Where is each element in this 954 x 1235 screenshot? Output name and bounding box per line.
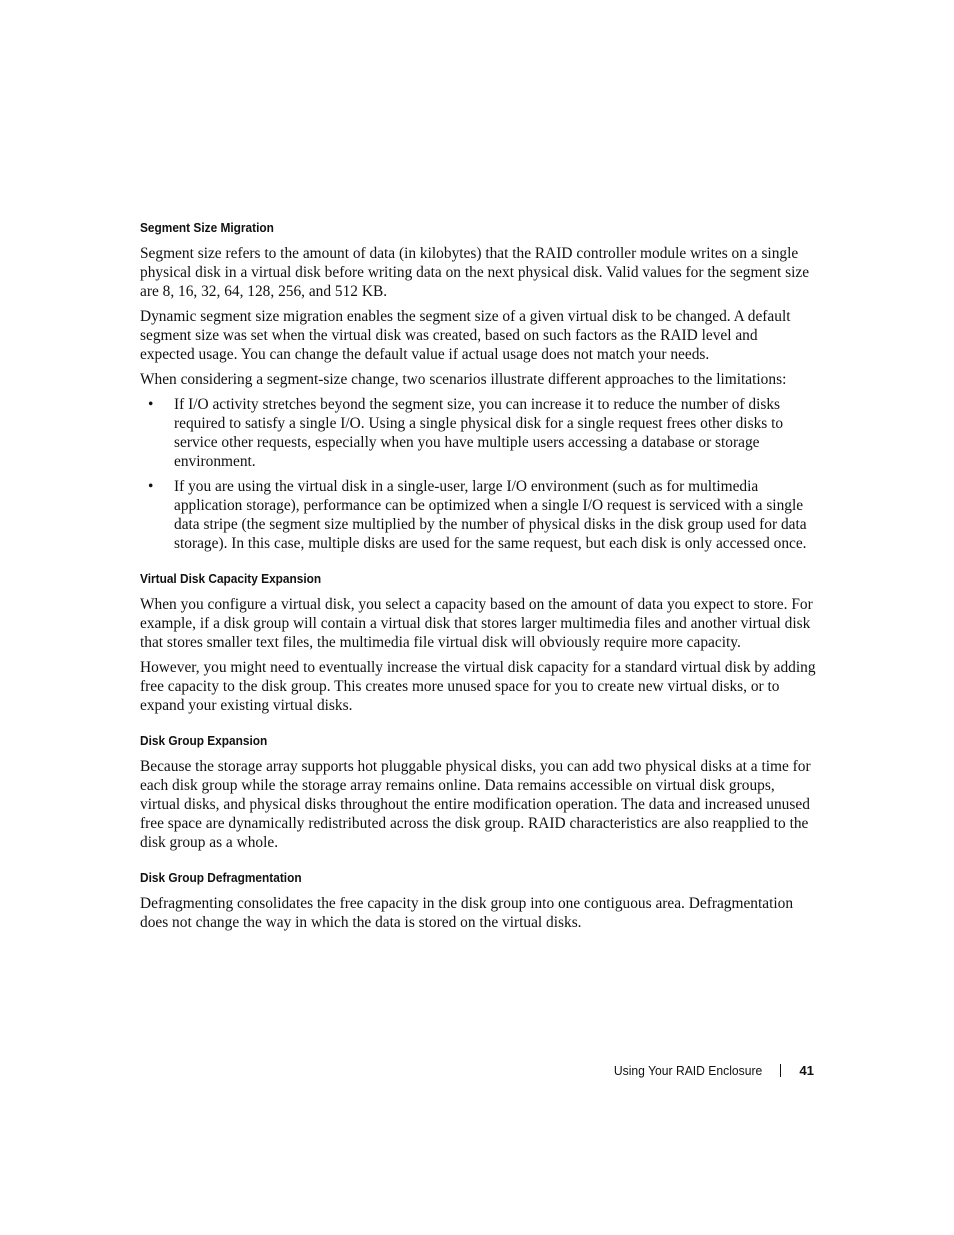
footer-title: Using Your RAID Enclosure (613, 1063, 763, 1078)
section-heading: Segment Size Migration (140, 220, 274, 235)
list-item (140, 477, 816, 553)
paragraph: Defragmenting consolidates the free capacity in the disk group into one contiguous area. Defragmentation does not change the way in which the data is stored on the virtual disks. (140, 895, 794, 931)
section-disk-group-expansion (140, 732, 816, 852)
paragraph: When you configure a virtual disk, you select a capacity based on the amount of data you expect to store. For example, if a disk group will contain a virtual disk that stores larger multimedia files and another virtual disk that stores smaller text files, the multimedia file virtual disk will obviously require more capacity. (140, 596, 813, 651)
paragraph: However, you might need to eventually increase the virtual disk capacity for a standard virtual disk by adding free capacity to the disk group. This creates more unused space for you to create new virtual disks, or to expand your existing virtual disks. (140, 659, 816, 714)
paragraph: Dynamic segment size migration enables the segment size of a given virtual disk to be changed. A default segment size was set when the virtual disk was created, based on such factors as the RAID level and expected usage. You can change the default value if actual usage does not match your needs. (140, 308, 791, 363)
bullet-icon: • (148, 396, 154, 413)
bullet-icon: • (148, 478, 154, 495)
paragraph: Segment size refers to the amount of data (in kilobytes) that the RAID controller module writes on a single physical disk in a virtual disk before writing data on the next physical disk. Valid values for the segment size are 8, 16, 32, 64, 128, 256, and 512 KB. (140, 245, 810, 300)
list-item-text: If you are using the virtual disk in a single-user, large I/O environment (such as for multimedia application storage), performance can be optimized when a single I/O request is serviced with a single data stripe (the segment size multiplied by the number of physical disks in the disk group used for data storage). In this case, multiple disks are used for the same request, but each disk is only accessed once. (174, 478, 807, 552)
footer-divider (780, 1064, 781, 1077)
page-number: 41 (799, 1063, 814, 1078)
section-heading: Disk Group Defragmentation (140, 870, 302, 885)
section-disk-group-defragmentation (140, 869, 816, 932)
page-body (140, 219, 816, 949)
bullet-list (140, 395, 816, 553)
list-item (140, 395, 816, 471)
footer-content (601, 1061, 814, 1081)
paragraph: Because the storage array supports hot pluggable physical disks, you can add two physical disks at a time for each disk group while the storage array remains online. Data remains accessible on virtual disk groups, virtual disks, and physical disks throughout the entire modification operation. The data and increased unused free space are dynamically redistributed across the disk group. RAID characteristics are also reapplied to the disk group as a whole. (140, 758, 811, 851)
page-footer (140, 1061, 814, 1081)
section-heading: Virtual Disk Capacity Expansion (140, 571, 322, 586)
section-segment-size-migration (140, 219, 816, 553)
list-item-text: If I/O activity stretches beyond the segment size, you can increase it to reduce the number of disks required to satisfy a single I/O. Using a single physical disk for a single request frees other disks to service other requests, especially when you have multiple users accessing a database or storage environment. (174, 396, 784, 470)
section-heading: Disk Group Expansion (140, 733, 268, 748)
paragraph: When considering a segment-size change, two scenarios illustrate different approaches to the limitations: (140, 371, 787, 388)
section-virtual-disk-capacity-expansion (140, 570, 816, 715)
